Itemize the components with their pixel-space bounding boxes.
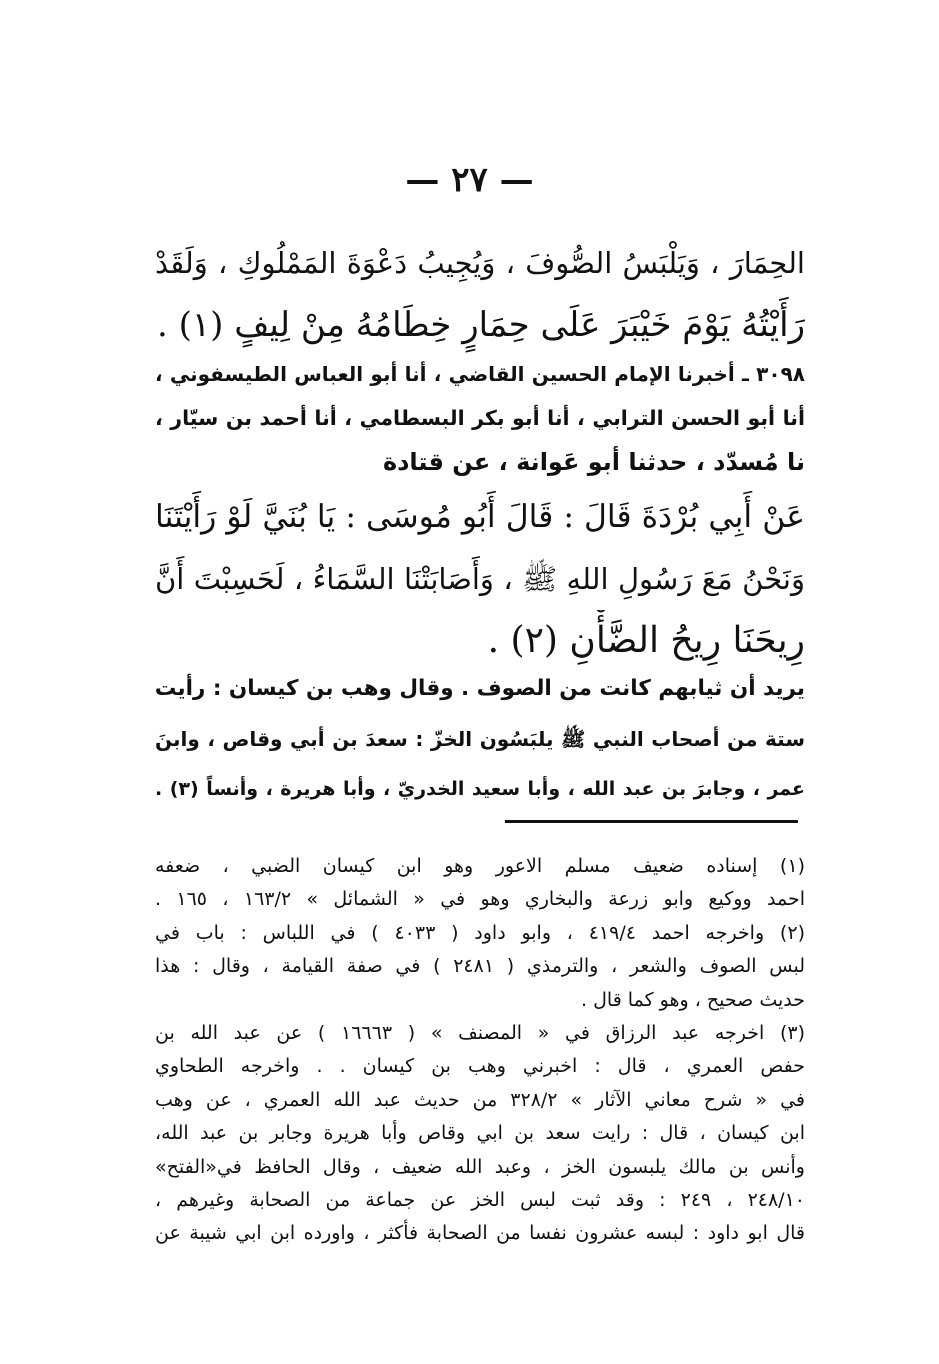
text-line: رَأَيْتُهُ يَوْمَ خَيْبَرَ عَلَى حِمَارٍ خِطَامُهُ مِنْ لِيفٍ (١) . bbox=[156, 305, 805, 345]
footnote-line: ٢٤٨/١٠ ، ٢٤٩ : وقد ثبت لبس الخز عن جماعة من الصحابة وغيرهم ، bbox=[155, 1188, 805, 1211]
text-line: عَنْ أَبِي بُرْدَةَ قَالَ : قَالَ أَبُو مُوسَى : يَا بُنَيَّ لَوْ رَأَيْتَنَا bbox=[155, 499, 805, 535]
hadith-text bbox=[155, 486, 805, 672]
page-number: — ٢٧ — bbox=[405, 160, 534, 200]
footnote-line: احمد ووكيع وابو زرعة والبخاري وهو في « الشمائل » ١٦٣/٢ ، ١٦٥ . bbox=[155, 888, 805, 911]
text-line: وَنَحْنُ مَعَ رَسُولِ اللهِ ﷺ ، وَأَصَابَتْنَا السَّمَاءُ ، لَحَسِبْتَ أَنَّ bbox=[155, 562, 805, 596]
isnad-chain bbox=[155, 352, 805, 484]
text-line: أنا أبو الحسن الترابي ، أنا أبو بكر البسطامي ، أنا أحمد بن سيّار ، bbox=[155, 406, 805, 430]
text-line: رِيحَنَا رِيحُ الضَّأْنِ (٢) . bbox=[487, 620, 805, 661]
text-line: الحِمَارَ ، وَيَلْبَسُ الصُّوفَ ، وَيُجِيبُ دَعْوَةَ المَمْلُوكِ ، وَلَقَدْ bbox=[155, 246, 805, 280]
footnote-line: وأنس بن مالك يلبسون الخز ، وعبد الله ضعيف ، وقال الحافظ في«الفتح» bbox=[155, 1155, 805, 1178]
footnote-line: (٣) اخرجه عبد الرزاق في « المصنف » ( ١٦٦٦٣ ) عن عبد الله بن bbox=[155, 1021, 805, 1044]
hadith-continuation bbox=[155, 232, 805, 356]
footnote-divider bbox=[505, 820, 798, 823]
footnote-line: قال ابو داود : لبسه عشرون نفسا من الصحابة فأكثر ، واورده ابن ابي شيبة عن bbox=[155, 1222, 805, 1245]
footnote-line: ابن كيسان ، قال : رايت سعد بن ابي وقاص وأبا هريرة وجابر بن عبد الله، bbox=[155, 1122, 805, 1145]
footnotes bbox=[155, 850, 805, 1251]
footnote-line: (٢) واخرجه احمد ٤١٩/٤ ، وابو داود ( ٤٠٣٣ ) في اللباس : باب في bbox=[155, 921, 805, 944]
text-line: نا مُسدّد ، حدثنا أبو عَوانة ، عن قتادة bbox=[382, 448, 805, 476]
text-line: يريد أن ثيابهم كانت من الصوف . وقال وهب بن كيسان : رأيت bbox=[155, 676, 805, 701]
footnote-line: (١) إسناده ضعيف مسلم الاعور وهو ابن كيسان الضبي ، ضعفه bbox=[155, 855, 805, 877]
footnote-line: في « شرح معاني الآثار » ٣٢٨/٢ من حديث عبد الله العمري ، عن وهب bbox=[155, 1088, 805, 1111]
footnote-line: حفص العمري ، قال : اخبرني وهب بن كيسان . . واخرجه الطحاوي bbox=[155, 1055, 805, 1078]
text-line: ٣٠٩٨ ـ أخبرنا الإمام الحسين القاضي ، أنا أبو العباس الطيسفوني ، bbox=[155, 362, 805, 386]
footnote-line: حديث صحيح ، وهو كما قال . bbox=[581, 988, 805, 1011]
explanation-paragraph bbox=[155, 664, 805, 814]
text-line: عمر ، وجابرَ بن عبد الله ، وأبا سعيد الخدريّ ، وأبا هريرة ، وأنساً (٣) . bbox=[155, 778, 805, 800]
footnote-line: لبس الصوف والشعر ، والترمذي ( ٢٤٨١ ) في صفة القيامة ، وقال : هذا bbox=[155, 955, 805, 978]
text-line: ستة من أصحاب النبي ﷺ يلبَسُون الخزّ : سعدَ بن أبي وقاص ، وابنَ bbox=[155, 727, 805, 751]
